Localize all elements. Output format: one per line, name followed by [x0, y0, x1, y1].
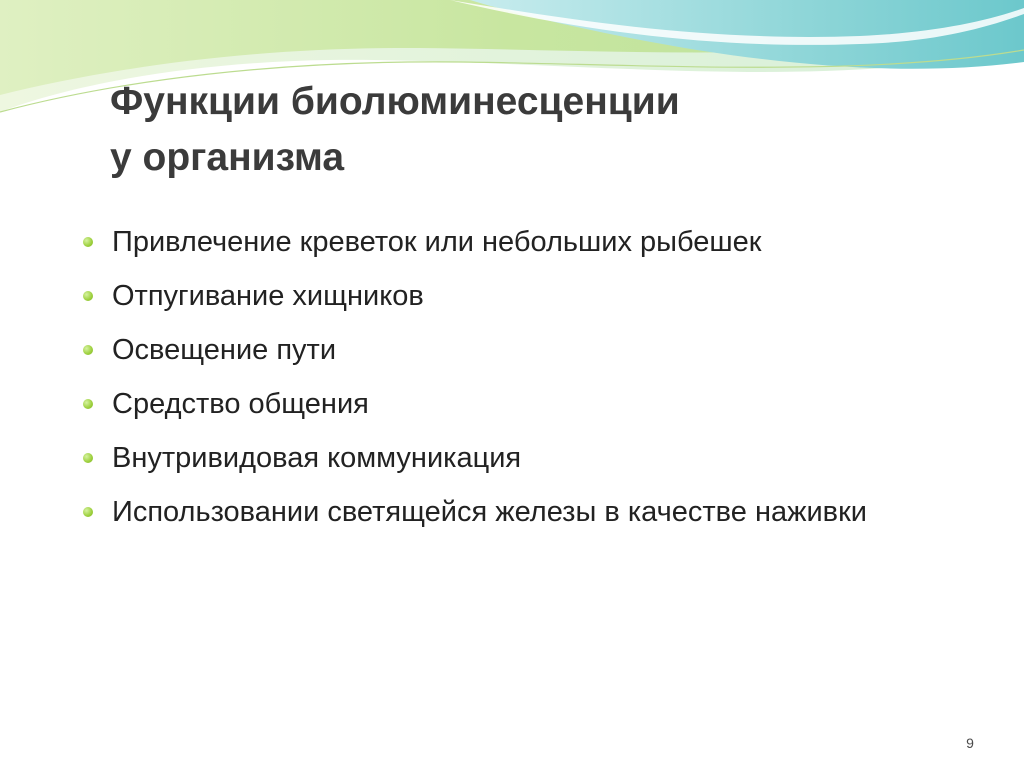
- bullet-text: Внутривидовая коммуникация: [112, 442, 522, 474]
- bullet-text: Освещение пути: [112, 334, 337, 366]
- title-line-2: у организма: [110, 136, 345, 179]
- list-item: [80, 384, 880, 424]
- bullet-dot-icon: [83, 399, 93, 409]
- bullet-list: [80, 222, 880, 546]
- bullet-dot-icon: [83, 345, 93, 355]
- bullet-dot-icon: [83, 453, 93, 463]
- list-item: [80, 330, 880, 370]
- list-item: [80, 438, 880, 478]
- bullet-text: Средство общения: [112, 388, 369, 420]
- bullet-dot-icon: [83, 507, 93, 517]
- list-item: [80, 276, 880, 316]
- list-item: [80, 492, 880, 532]
- bullet-text: Использовании светящейся железы в качестве наживки: [112, 496, 867, 528]
- bullet-text: Привлечение креветок или небольших рыбешек: [112, 226, 762, 258]
- bullet-text: Отпугивание хищников: [112, 280, 424, 312]
- slide-title: [110, 74, 930, 186]
- list-item: [80, 222, 880, 262]
- bullet-dot-icon: [83, 291, 93, 301]
- bullet-dot-icon: [83, 237, 93, 247]
- page-number: 9: [966, 735, 974, 751]
- title-line-1: Функции биолюминесценции: [110, 80, 680, 123]
